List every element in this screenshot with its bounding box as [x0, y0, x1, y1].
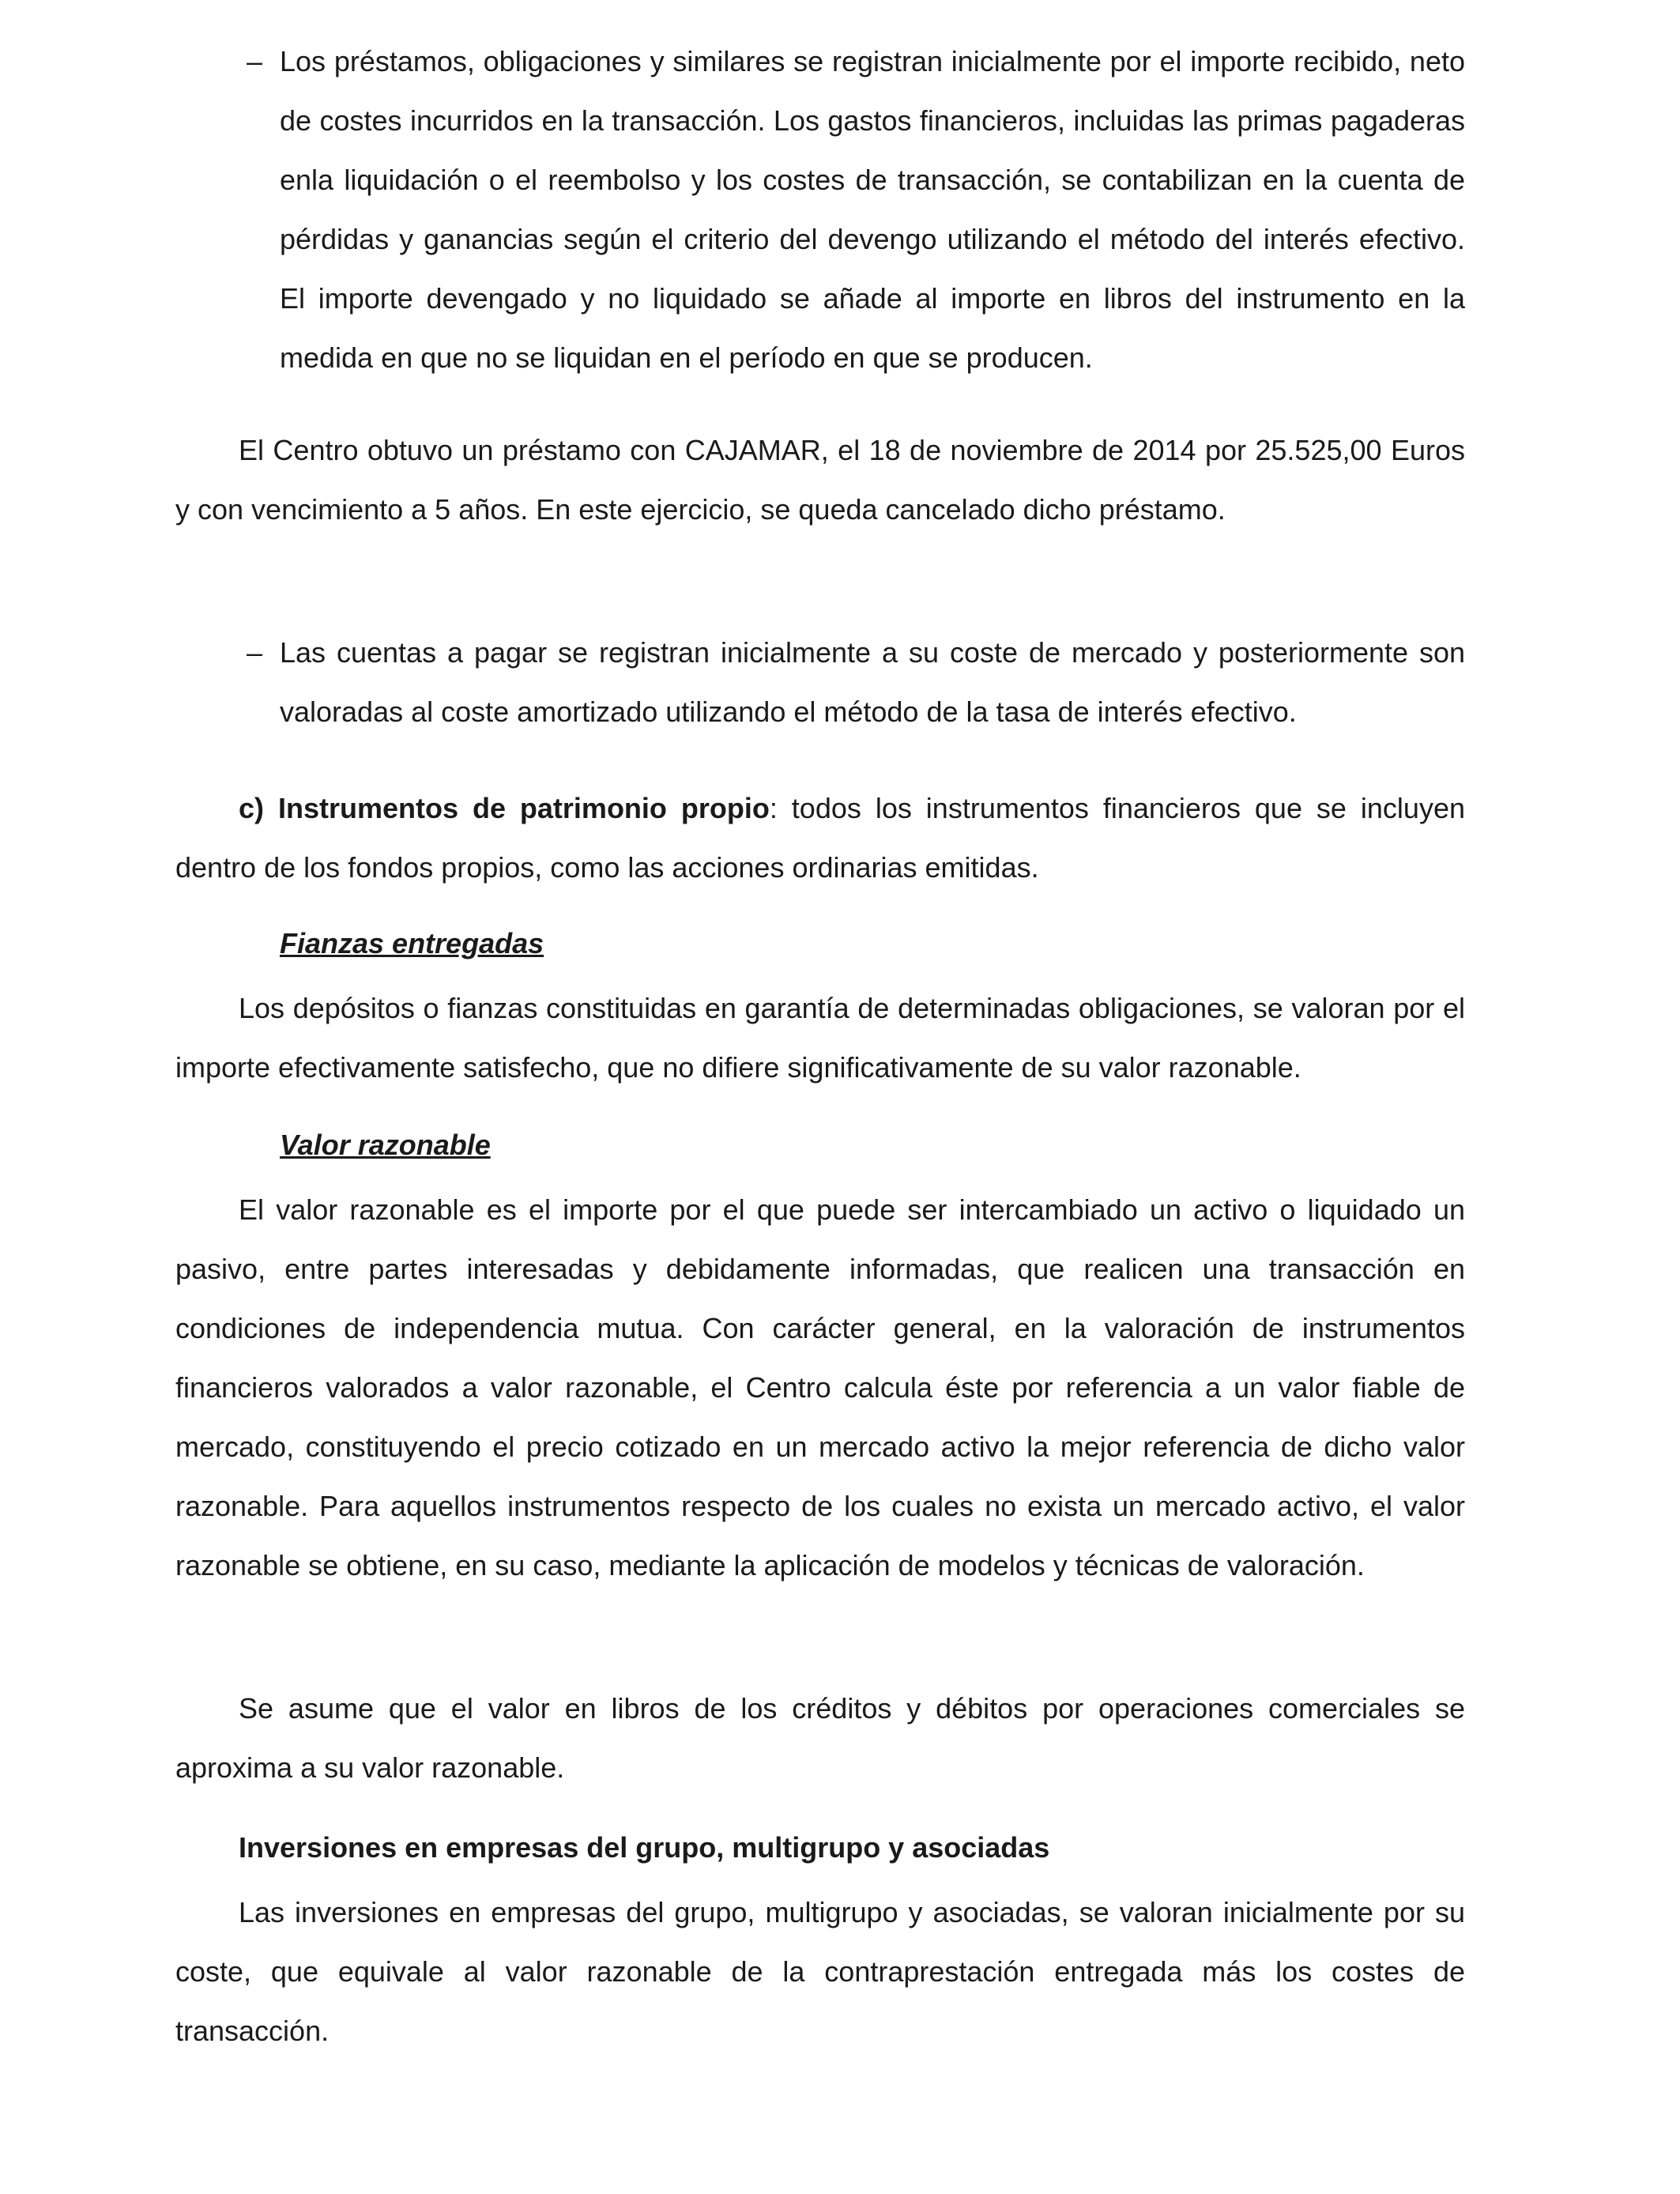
paragraph-cajamar: El Centro obtuvo un préstamo con CAJAMAR, el 18 de noviembre de 2014 por 25.525,00 Euros y con vencimiento a 5 años. En este ejercicio, se queda cancelado dicho préstamo.: [175, 434, 1465, 526]
heading-inversiones: Inversiones en empresas del grupo, multigrupo y asociadas: [239, 1831, 1050, 1864]
heading-fianzas-entregadas: Fianzas entregadas: [280, 927, 544, 959]
paragraph-fianzas: Los depósitos o fianzas constituidas en garantía de determinadas obligaciones, se valoran por el importe efectivamente satisfecho, que no difiere significativamente de su valor razonable.: [175, 992, 1465, 1084]
instrumentos-text: : todos los instrumentos financieros que se incluyen dentro de los fondos propios, como las acciones ordinarias emitidas.: [175, 792, 1465, 884]
bullet-dash: –: [247, 45, 263, 77]
heading-valor-razonable: Valor razonable: [280, 1129, 491, 1161]
bullet-item-prestamos: [247, 32, 1465, 387]
paragraph-creditos-debitos: Se asume que el valor en libros de los créditos y débitos por operaciones comerciales se aproxima a su valor razonable.: [175, 1692, 1465, 1784]
bullet-dash: –: [247, 636, 263, 669]
bullet-item-cuentas-a-pagar: [247, 623, 1465, 741]
instrumentos-label: c) Instrumentos de patrimonio propio: [239, 792, 770, 824]
bullet-text: Los préstamos, obligaciones y similares se registran inicialmente por el importe recibido, neto de costes incurridos en la transacción. Los gastos financieros, incluidas las primas pagaderas enla liquidación o el reembolso y los costes de transacción, se contabilizan en la cuenta de pérdidas y ganancias según el criterio del devengo utilizando el método del interés efectivo. El importe devengado y no liquidado se añade al importe en libros del instrumento en la medida en que no se liquidan en el período en que se producen.: [280, 45, 1465, 374]
paragraph-inversiones: Las inversiones en empresas del grupo, multigrupo y asociadas, se valoran inicialmente por su coste, que equivale al valor razonable de la contraprestación entregada más los costes de transacción.: [175, 1896, 1465, 2047]
bullet-text: Las cuentas a pagar se registran inicialmente a su coste de mercado y posteriormente son valoradas al coste amortizado utilizando el método de la tasa de interés efectivo.: [280, 636, 1465, 728]
paragraph-valor-razonable: El valor razonable es el importe por el que puede ser intercambiado un activo o liquidado un pasivo, entre partes interesadas y debidamente informadas, que realicen una transacción en condiciones de independencia mutua. Con carácter general, en la valoración de instrumentos financieros valorados a valor razonable, el Centro calcula éste por referencia a un valor fiable de mercado, constituyendo el precio cotizado en un mercado activo la mejor referencia de dicho valor razonable. Para aquellos instrumentos respecto de los cuales no exista un mercado activo, el valor razonable se obtiene, en su caso, mediante la aplicación de modelos y técnicas de valoración.: [175, 1193, 1465, 1581]
paragraph-instrumentos-patrimonio: [175, 778, 1465, 897]
